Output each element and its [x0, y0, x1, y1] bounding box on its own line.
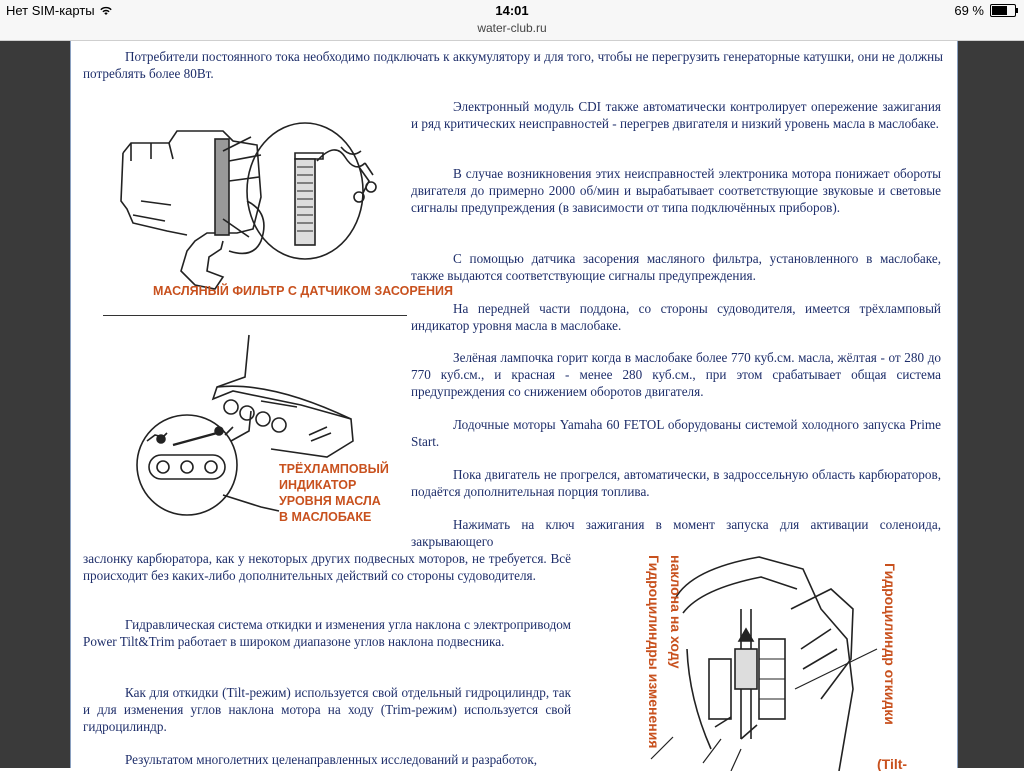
- viewer-gutter-right: [957, 41, 1024, 768]
- address-bar[interactable]: [0, 22, 1024, 41]
- paragraph-faults: В случае возникновения этих неисправностей электроника мотора понижает обороты двигателя до примерно 2000 об/мин и вырабатывает соответствующие звуковые и световые сигналы предупреждения (в зависимости от типа подключённых приборов).: [411, 166, 941, 215]
- fig1-caption: МАСЛЯНЫЙ ФИЛЬТР С ДАТЧИКОМ ЗАСОРЕНИЯ: [153, 284, 454, 298]
- fig2-caption-line4: В МАСЛОБАКЕ: [279, 510, 372, 524]
- oil-filter-illustration: [111, 101, 454, 301]
- paragraph-tilt-trim: Гидравлическая система откидки и изменения угла наклона с электроприводом Power Tilt&Trim работает в широком диапазоне углов наклона подвесника.: [83, 617, 571, 649]
- paragraph-cdi-module: Электронный модуль CDI также автоматически контролирует опережение зажигания и ряд критических неисправностей - перегрев двигателя и низкий уровень масла в маслобаке.: [411, 99, 941, 131]
- paragraph-cylinders: Как для откидки (Tilt-режим) используется свой отдельный гидроцилиндр, так и для изменения углов наклона мотора на ходу (Trim-режим) используется свой гидроцилиндр.: [83, 685, 571, 734]
- document-page: [70, 41, 958, 771]
- paragraph-research: Результатом многолетних целенаправленных исследований и разработок,: [125, 752, 538, 767]
- fig3-label-left: [646, 555, 684, 752]
- paragraph-lamp-colors: Зелёная лампочка горит когда в маслобаке более 770 куб.см. масла, жёлтая - от 280 до 770 куб.см., и красная - менее 280 куб.см., при этом срабатывает общая система предупреждения со снижением оборотов двигателя.: [411, 350, 941, 399]
- fig3-label-bottom: (Tilt-: [877, 756, 908, 771]
- fig2-caption-line2: ИНДИКАТОР: [279, 478, 357, 492]
- paragraph-choke: заслонку карбюратора, как у некоторых других подвесных моторов, не требуется. Всё происходит без каких-либо дополнительных действий со стороны судоводителя.: [83, 551, 571, 583]
- battery-group: [954, 3, 1016, 18]
- fig2-caption-line3: УРОВНЯ МАСЛА: [279, 494, 381, 508]
- url-text[interactable]: water-club.ru: [477, 21, 547, 35]
- status-bar: [0, 0, 1024, 22]
- fig3-label-left-line1: Гидроцилиндры изменения: [646, 555, 662, 749]
- fig2-caption: [279, 461, 392, 524]
- figure-divider: [103, 315, 407, 316]
- viewer-gutter-left: [0, 41, 70, 768]
- clock: 14:01: [495, 3, 529, 18]
- oil-level-indicator-illustration: [121, 331, 411, 541]
- carrier-label: Нет SIM-карты: [6, 3, 95, 18]
- paragraph-prime-start: Лодочные моторы Yamaha 60 FETOL оборудованы системой холодного запуска Prime Start.: [411, 417, 941, 449]
- tilt-trim-illustration: [591, 549, 951, 771]
- battery-icon: [990, 4, 1016, 17]
- fig2-caption-line1: ТРЁХЛАМПОВЫЙ: [279, 462, 389, 476]
- fig3-label-left-line2: наклона на ходу: [668, 555, 684, 669]
- battery-percent: 69 %: [954, 3, 984, 18]
- battery-fill: [992, 6, 1007, 15]
- paragraph-indicator: На передней части поддона, со стороны судоводителя, имеется трёхламповый индикатор уровня масла в маслобаке.: [411, 301, 941, 333]
- paragraph-fuel-portion: Пока двигатель не прогрелся, автоматически, в задроссельную область карбюраторов, подаётся дополнительная порция топлива.: [411, 467, 941, 499]
- paragraph-ignition-key: Нажимать на ключ зажигания в момент запуска для активации соленоида, закрывающего: [411, 517, 941, 549]
- paragraph-filter-sensor: С помощью датчика засорения масляного фильтра, установленного в маслобаке, также выдаются соответствующие сигналы предупреждения.: [411, 251, 941, 283]
- fig3-label-right: Гидроцилиндр откидки: [882, 563, 898, 725]
- paragraph-dc-consumers: Потребители постоянного тока необходимо подключать к аккумулятору и для того, чтобы не перегрузить генераторные катушки, они не должны потреблять более 80Вт.: [83, 49, 943, 81]
